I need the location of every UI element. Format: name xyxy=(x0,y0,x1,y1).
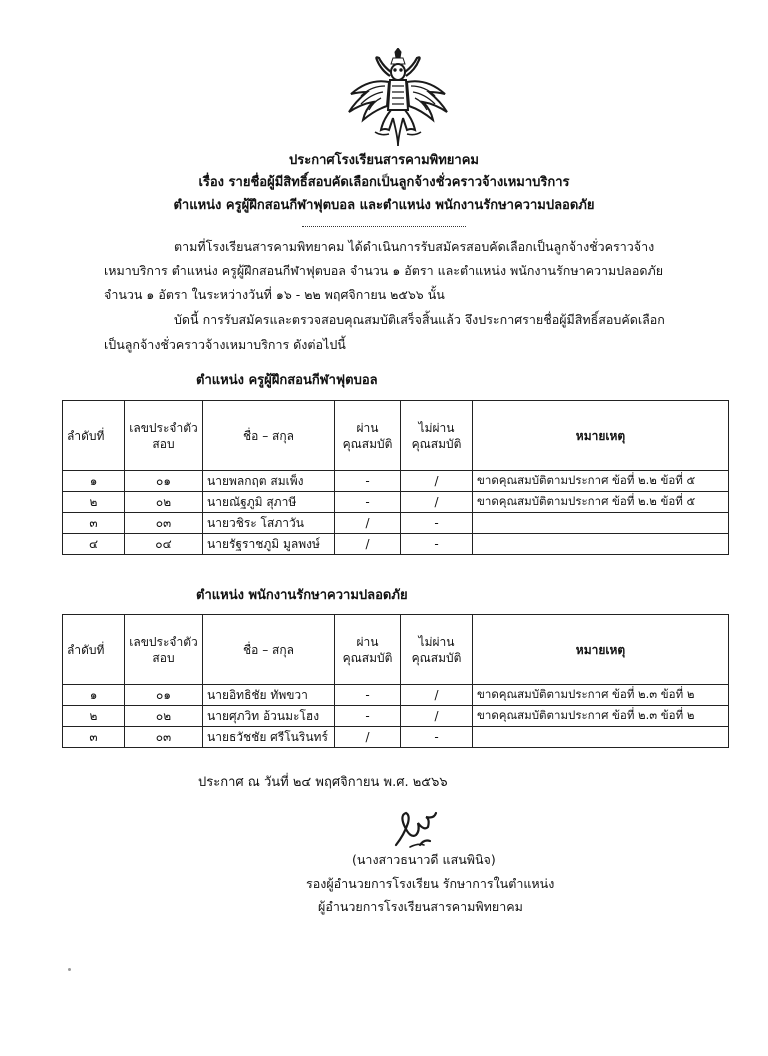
signer-position-2: ผู้อำนวยการโรงเรียนสารคามพิทยาคม xyxy=(318,899,523,914)
cell-pass: - xyxy=(335,706,401,727)
cell-pass: - xyxy=(335,685,401,706)
col-header-exam-id: เลขประจำตัวสอบ xyxy=(125,401,203,471)
col-header-no: ลำดับที่ xyxy=(63,401,125,471)
cell-no: ๒ xyxy=(63,492,125,513)
paragraph-2-line-2: เป็นลูกจ้างชั่วคราวจ้างเหมาบริการ ดังต่อไปนี้ xyxy=(104,337,346,352)
cell-pass: / xyxy=(335,727,401,748)
cell-no: ๒ xyxy=(63,706,125,727)
col-header-name: ชื่อ – สกุล xyxy=(203,401,335,471)
cell-pass: / xyxy=(335,513,401,534)
col-header-no: ลำดับที่ xyxy=(63,615,125,685)
table-row xyxy=(63,471,729,492)
cell-name: นายศุภวิท อ้วนมะโฮง xyxy=(203,706,335,727)
cell-exam-id: ๐๔ xyxy=(125,534,203,555)
paragraph-1-line-3: จำนวน ๑ อัตรา ในระหว่างวันที่ ๑๖ - ๒๒ พฤศจิกายน ๒๕๖๖ นั้น xyxy=(104,287,445,302)
cell-name: นายวชิระ โสภาวัน xyxy=(203,513,335,534)
cell-fail: / xyxy=(401,471,473,492)
table-row xyxy=(63,513,729,534)
table-row xyxy=(63,727,729,748)
cell-pass: - xyxy=(335,492,401,513)
announcement-title: ประกาศโรงเรียนสารคามพิทยาคม xyxy=(289,153,479,168)
cell-pass: - xyxy=(335,471,401,492)
col-header-remark: หมายเหตุ xyxy=(473,401,729,471)
cell-name: นายอิทธิชัย ทัพขวา xyxy=(203,685,335,706)
section-2-title: ตำแหน่ง พนักงานรักษาความปลอดภัย xyxy=(196,588,408,603)
cell-remark xyxy=(473,534,729,555)
scan-speck xyxy=(68,968,71,971)
cell-remark: ขาดคุณสมบัติตามประกาศ ข้อที่ ๒.๒ ข้อที่ ๕ xyxy=(473,492,729,513)
signer-position-1: รองผู้อำนวยการโรงเรียน รักษาการในตำแหน่ง xyxy=(306,876,555,891)
cell-fail: - xyxy=(401,727,473,748)
announcement-positions: ตำแหน่ง ครูผู้ฝึกสอนกีฬาฟุตบอล และตำแหน่ง พนักงานรักษาความปลอดภัย xyxy=(173,198,595,213)
cell-fail: - xyxy=(401,534,473,555)
section-1-title: ตำแหน่ง ครูผู้ฝึกสอนกีฬาฟุตบอล xyxy=(196,373,378,388)
garuda-emblem-icon xyxy=(345,48,451,148)
security-guard-table xyxy=(62,614,729,748)
col-header-fail: ไม่ผ่านคุณสมบัติ xyxy=(401,401,473,471)
paragraph-1-line-2: เหมาบริการ ตำแหน่ง ครูผู้ฝึกสอนกีฬาฟุตบอล จำนวน ๑ อัตรา และตำแหน่ง พนักงานรักษาความปลอดภัย xyxy=(104,263,664,278)
cell-remark: ขาดคุณสมบัติตามประกาศ ข้อที่ ๒.๒ ข้อที่ ๕ xyxy=(473,471,729,492)
announcement-date: ประกาศ ณ วันที่ ๒๔ พฤศจิกายน พ.ศ. ๒๕๖๖ xyxy=(198,775,448,790)
col-header-pass: ผ่านคุณสมบัติ xyxy=(335,615,401,685)
cell-name: นายรัฐราชภูมิ มูลพงษ์ xyxy=(203,534,335,555)
cell-exam-id: ๐๑ xyxy=(125,471,203,492)
cell-name: นายณัฐภูมิ สุภาษี xyxy=(203,492,335,513)
col-header-pass: ผ่านคุณสมบัติ xyxy=(335,401,401,471)
cell-exam-id: ๐๓ xyxy=(125,513,203,534)
cell-no: ๓ xyxy=(63,513,125,534)
col-header-exam-id: เลขประจำตัวสอบ xyxy=(125,615,203,685)
table-row xyxy=(63,685,729,706)
cell-exam-id: ๐๒ xyxy=(125,706,203,727)
cell-remark xyxy=(473,727,729,748)
announcement-subject: เรื่อง รายชื่อผู้มีสิทธิ์สอบคัดเลือกเป็นลูกจ้างชั่วคราวจ้างเหมาบริการ xyxy=(198,175,570,190)
cell-exam-id: ๐๒ xyxy=(125,492,203,513)
football-coach-table xyxy=(62,400,729,555)
cell-no: ๓ xyxy=(63,727,125,748)
signer-name: (นางสาวธนาวดี แสนพินิจ) xyxy=(352,852,496,867)
table-row xyxy=(63,534,729,555)
cell-remark: ขาดคุณสมบัติตามประกาศ ข้อที่ ๒.๓ ข้อที่ ๒ xyxy=(473,706,729,727)
dotted-divider xyxy=(302,226,466,227)
cell-pass: / xyxy=(335,534,401,555)
cell-exam-id: ๐๑ xyxy=(125,685,203,706)
cell-fail: / xyxy=(401,685,473,706)
paragraph-1-line-1: ตามที่โรงเรียนสารคามพิทยาคม ได้ดำเนินการรับสมัครสอบคัดเลือกเป็นลูกจ้างชั่วคราวจ้าง xyxy=(174,239,655,254)
cell-fail: / xyxy=(401,706,473,727)
cell-no: ๔ xyxy=(63,534,125,555)
col-header-fail: ไม่ผ่านคุณสมบัติ xyxy=(401,615,473,685)
cell-no: ๑ xyxy=(63,471,125,492)
cell-remark xyxy=(473,513,729,534)
paragraph-2-line-1: บัดนี้ การรับสมัครและตรวจสอบคุณสมบัติเสร็จสิ้นแล้ว จึงประกาศรายชื่อผู้มีสิทธิ์สอบคัดเลือก xyxy=(174,312,665,327)
col-header-name: ชื่อ – สกุล xyxy=(203,615,335,685)
cell-remark: ขาดคุณสมบัติตามประกาศ ข้อที่ ๒.๓ ข้อที่ ๒ xyxy=(473,685,729,706)
table-row xyxy=(63,492,729,513)
cell-fail: - xyxy=(401,513,473,534)
col-header-remark: หมายเหตุ xyxy=(473,615,729,685)
signature-icon xyxy=(390,805,442,851)
cell-no: ๑ xyxy=(63,685,125,706)
table-row xyxy=(63,706,729,727)
cell-exam-id: ๐๓ xyxy=(125,727,203,748)
cell-name: นายพลกฤต สมเพ็ง xyxy=(203,471,335,492)
cell-fail: / xyxy=(401,492,473,513)
cell-name: นายธวัชชัย ศรีโนรินทร์ xyxy=(203,727,335,748)
